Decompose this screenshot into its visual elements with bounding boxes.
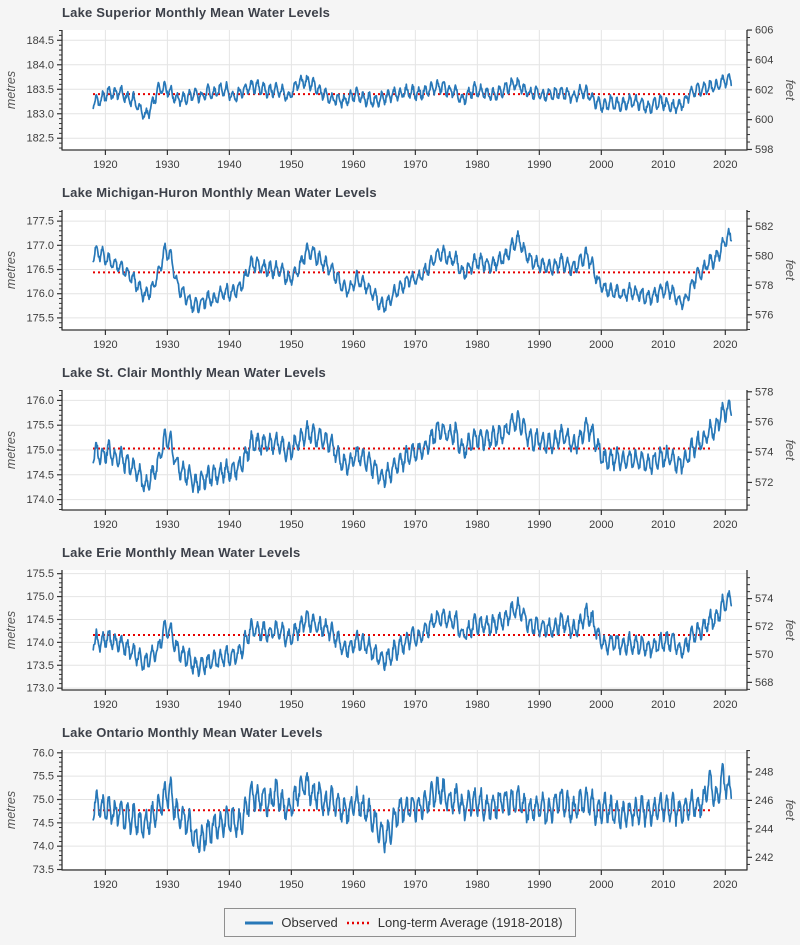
chart-title-ontario: Lake Ontario Monthly Mean Water Levels <box>62 725 323 740</box>
svg-text:1990: 1990 <box>527 159 552 171</box>
svg-text:1970: 1970 <box>403 519 428 531</box>
svg-text:184.5: 184.5 <box>26 34 54 47</box>
svg-text:578: 578 <box>755 386 774 399</box>
svg-text:177.5: 177.5 <box>26 215 54 228</box>
svg-text:74.0: 74.0 <box>32 840 54 853</box>
svg-text:183.0: 183.0 <box>26 108 54 121</box>
svg-text:606: 606 <box>755 24 774 37</box>
chart-title-michigan-huron: Lake Michigan-Huron Monthly Mean Water Levels <box>62 185 377 200</box>
svg-text:1930: 1930 <box>155 339 180 351</box>
svg-text:2020: 2020 <box>713 699 738 711</box>
svg-text:1970: 1970 <box>403 879 428 891</box>
svg-text:1990: 1990 <box>527 519 552 531</box>
svg-text:1990: 1990 <box>527 699 552 711</box>
svg-text:1920: 1920 <box>93 339 118 351</box>
chart-title-superior: Lake Superior Monthly Mean Water Levels <box>62 5 331 20</box>
svg-text:73.5: 73.5 <box>32 864 54 877</box>
svg-text:184.0: 184.0 <box>26 59 54 72</box>
average-line-swatch <box>346 918 372 928</box>
svg-text:1930: 1930 <box>155 699 180 711</box>
svg-text:2020: 2020 <box>713 519 738 531</box>
svg-text:572: 572 <box>755 476 774 489</box>
svg-text:174.5: 174.5 <box>26 613 54 626</box>
svg-text:2000: 2000 <box>589 159 614 171</box>
svg-text:176.0: 176.0 <box>26 394 54 407</box>
legend-box <box>224 908 575 937</box>
svg-text:2000: 2000 <box>589 339 614 351</box>
chart-panel-st-clair <box>0 360 800 540</box>
svg-text:2010: 2010 <box>651 699 676 711</box>
svg-text:1920: 1920 <box>93 519 118 531</box>
svg-text:2020: 2020 <box>713 159 738 171</box>
svg-text:598: 598 <box>755 143 774 156</box>
svg-text:175.5: 175.5 <box>26 568 54 581</box>
svg-text:2000: 2000 <box>589 699 614 711</box>
svg-text:582: 582 <box>755 220 774 233</box>
right-axis-unit-label: feet <box>783 259 797 281</box>
svg-text:2000: 2000 <box>589 879 614 891</box>
erie-chart <box>0 540 800 720</box>
right-axis-unit-label: feet <box>783 619 797 641</box>
svg-text:1990: 1990 <box>527 339 552 351</box>
svg-text:182.5: 182.5 <box>26 132 54 145</box>
svg-text:2020: 2020 <box>713 339 738 351</box>
ontario-chart <box>0 720 800 900</box>
svg-text:1920: 1920 <box>93 159 118 171</box>
svg-text:1940: 1940 <box>217 159 242 171</box>
svg-text:175.0: 175.0 <box>26 444 54 457</box>
svg-text:2020: 2020 <box>713 879 738 891</box>
svg-text:572: 572 <box>755 621 774 634</box>
svg-text:1950: 1950 <box>279 339 304 351</box>
observed-line-swatch <box>243 918 275 928</box>
legend <box>0 900 800 945</box>
chart-panel-ontario <box>0 720 800 900</box>
svg-text:75.5: 75.5 <box>32 770 54 783</box>
michigan-huron-chart <box>0 180 800 360</box>
svg-text:1960: 1960 <box>341 699 366 711</box>
svg-text:246: 246 <box>755 794 774 807</box>
svg-text:1980: 1980 <box>465 339 490 351</box>
st-clair-chart <box>0 360 800 540</box>
svg-text:1920: 1920 <box>93 699 118 711</box>
svg-text:574: 574 <box>755 593 774 606</box>
left-axis-unit-label: metres <box>4 790 18 830</box>
chart-panel-michigan-huron <box>0 180 800 360</box>
svg-text:174.0: 174.0 <box>26 494 54 507</box>
svg-text:576: 576 <box>755 416 774 429</box>
svg-text:568: 568 <box>755 676 774 689</box>
svg-text:576: 576 <box>755 309 774 322</box>
svg-text:176.0: 176.0 <box>26 288 54 301</box>
left-axis-unit-label: metres <box>4 70 18 110</box>
svg-text:75.0: 75.0 <box>32 793 54 806</box>
svg-text:600: 600 <box>755 114 774 127</box>
svg-text:1940: 1940 <box>217 879 242 891</box>
chart-panel-superior <box>0 0 800 180</box>
svg-text:1970: 1970 <box>403 699 428 711</box>
svg-text:175.5: 175.5 <box>26 312 54 325</box>
svg-text:1920: 1920 <box>93 879 118 891</box>
svg-text:177.0: 177.0 <box>26 239 54 252</box>
svg-text:183.5: 183.5 <box>26 83 54 96</box>
left-axis-unit-label: metres <box>4 430 18 470</box>
svg-text:173.0: 173.0 <box>26 682 54 695</box>
svg-text:1930: 1930 <box>155 159 180 171</box>
svg-text:1950: 1950 <box>279 519 304 531</box>
svg-text:1940: 1940 <box>217 519 242 531</box>
chart-panel-erie <box>0 540 800 720</box>
svg-text:248: 248 <box>755 766 774 779</box>
svg-text:1960: 1960 <box>341 339 366 351</box>
svg-text:1980: 1980 <box>465 699 490 711</box>
superior-chart <box>0 0 800 180</box>
svg-text:1950: 1950 <box>279 879 304 891</box>
svg-text:2010: 2010 <box>651 519 676 531</box>
left-axis-unit-label: metres <box>4 250 18 290</box>
svg-text:578: 578 <box>755 279 774 292</box>
svg-text:1980: 1980 <box>465 879 490 891</box>
legend-observed-label: Observed <box>281 915 338 930</box>
svg-text:580: 580 <box>755 250 774 263</box>
svg-text:175.0: 175.0 <box>26 591 54 604</box>
svg-text:244: 244 <box>755 823 774 836</box>
svg-text:74.5: 74.5 <box>32 817 54 830</box>
svg-text:1940: 1940 <box>217 699 242 711</box>
svg-text:1950: 1950 <box>279 159 304 171</box>
svg-text:1940: 1940 <box>217 339 242 351</box>
plot-area <box>62 570 747 690</box>
right-axis-unit-label: feet <box>783 439 797 461</box>
svg-text:242: 242 <box>755 851 774 864</box>
svg-text:176.5: 176.5 <box>26 264 54 277</box>
svg-text:570: 570 <box>755 648 774 661</box>
right-axis-unit-label: feet <box>783 799 797 821</box>
left-axis-unit-label: metres <box>4 610 18 650</box>
svg-text:2010: 2010 <box>651 879 676 891</box>
svg-text:2010: 2010 <box>651 159 676 171</box>
svg-text:574: 574 <box>755 446 774 459</box>
chart-title-erie: Lake Erie Monthly Mean Water Levels <box>62 545 301 560</box>
svg-text:1930: 1930 <box>155 879 180 891</box>
svg-text:1950: 1950 <box>279 699 304 711</box>
svg-text:1960: 1960 <box>341 519 366 531</box>
svg-text:1930: 1930 <box>155 519 180 531</box>
svg-text:174.5: 174.5 <box>26 469 54 482</box>
svg-text:2000: 2000 <box>589 519 614 531</box>
svg-text:1970: 1970 <box>403 339 428 351</box>
svg-text:1980: 1980 <box>465 519 490 531</box>
chart-title-st-clair: Lake St. Clair Monthly Mean Water Levels <box>62 365 326 380</box>
svg-text:1960: 1960 <box>341 879 366 891</box>
svg-text:1960: 1960 <box>341 159 366 171</box>
svg-text:1970: 1970 <box>403 159 428 171</box>
legend-average-label: Long-term Average (1918-2018) <box>377 915 563 930</box>
svg-text:76.0: 76.0 <box>32 747 54 760</box>
svg-text:1980: 1980 <box>465 159 490 171</box>
svg-text:173.5: 173.5 <box>26 659 54 672</box>
svg-text:175.5: 175.5 <box>26 419 54 432</box>
svg-text:1990: 1990 <box>527 879 552 891</box>
svg-text:174.0: 174.0 <box>26 636 54 649</box>
svg-text:2010: 2010 <box>651 339 676 351</box>
right-axis-unit-label: feet <box>783 79 797 101</box>
svg-text:604: 604 <box>755 54 774 67</box>
svg-text:602: 602 <box>755 84 774 97</box>
